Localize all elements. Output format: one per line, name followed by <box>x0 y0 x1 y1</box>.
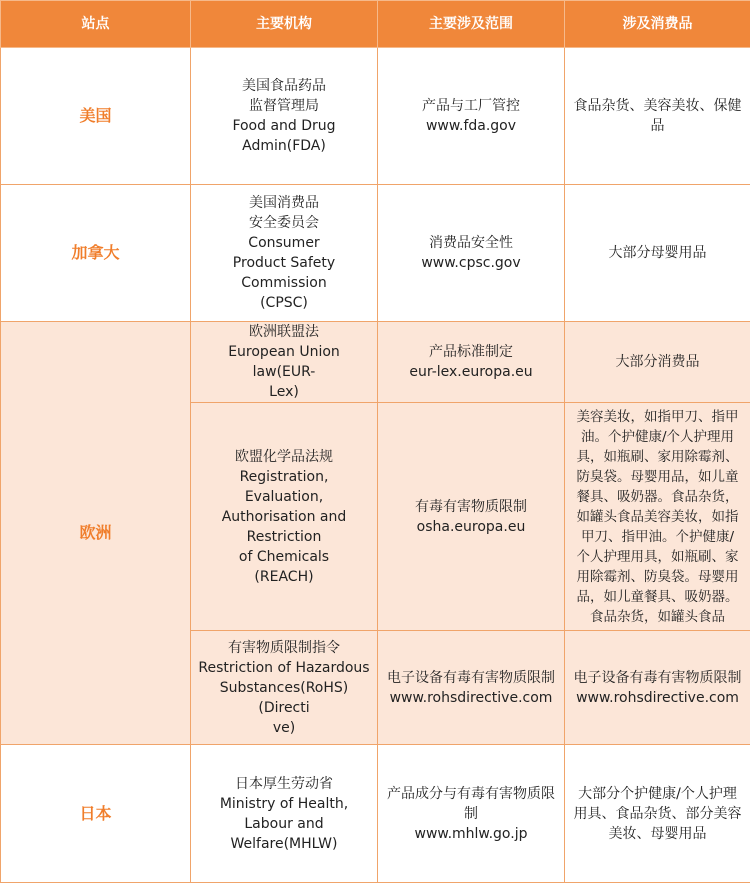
products-line: 食品杂货、美容美妆、保健 <box>573 98 742 114</box>
scope-line: 产品与工厂管控 <box>422 98 520 114</box>
products-line: 大部分母婴用品 <box>608 245 707 261</box>
header-agency: 主要机构 <box>191 1 378 48</box>
products-line: 防臭袋。母婴用品，如儿童 <box>576 468 739 485</box>
products-line: 用除霉剂、防臭袋。母婴用 <box>576 568 739 585</box>
agency-line: ve) <box>272 719 296 736</box>
site-europe: 欧洲 <box>1 322 191 745</box>
agency-line: European Union law(EUR- <box>228 344 340 380</box>
agency-line: Labour and <box>244 815 324 832</box>
products-line: 食品杂货，如罐头食品 <box>590 608 725 625</box>
agency-japan <box>191 745 378 883</box>
products-line: 具，如瓶刷、家用除霉剂、 <box>576 448 739 465</box>
agency-line: Ministry of Health, <box>219 795 349 812</box>
agency-rohs <box>191 631 378 745</box>
header-scope: 主要涉及范围 <box>378 1 565 48</box>
scope-line: 有毒有害物质限制 <box>415 498 527 515</box>
agency-line: 日本厚生劳动省 <box>235 775 333 792</box>
scope-line: www.mhlw.go.jp <box>414 825 528 842</box>
agency-line: Restriction of Hazardous <box>198 659 370 676</box>
products-line: www.rohsdirective.com <box>576 689 739 706</box>
products-line: 用具、食品杂货、部分美容 <box>573 805 742 822</box>
agency-line: of Chemicals <box>238 548 330 565</box>
products-reach <box>565 403 750 631</box>
products-line: 如罐头食品美容美妆，如指 <box>576 508 739 525</box>
agency-line: Restriction <box>246 528 322 545</box>
scope-line: www.rohsdirective.com <box>389 689 553 706</box>
header-row <box>1 1 750 48</box>
products-line: 油。个护健康/个人护理用 <box>580 428 735 445</box>
scope-reach <box>378 403 565 631</box>
products-line: 大部分个护健康/个人护理 <box>578 785 737 802</box>
products-eurlex <box>565 322 750 403</box>
products-line: 电子设备有毒有害物质限制 <box>573 669 742 686</box>
agency-line: 欧盟化学品法规 <box>235 448 333 465</box>
agency-canada <box>191 185 378 322</box>
agency-line: 欧洲联盟法 <box>249 324 319 340</box>
products-line: 品 <box>650 118 665 134</box>
agency-line: Food and Drug <box>232 118 336 134</box>
products-canada <box>565 185 750 322</box>
scope-line: 制 <box>464 805 478 822</box>
header-site: 站点 <box>1 1 191 48</box>
scope-line: 产品标准制定 <box>429 344 513 360</box>
scope-usa <box>378 48 565 185</box>
site-japan: 日本 <box>1 745 191 883</box>
agency-line: Commission <box>241 275 327 291</box>
products-line: 餐具、吸奶器。食品杂货， <box>576 488 739 505</box>
agency-line: Welfare(MHLW) <box>230 835 338 852</box>
site-usa: 美国 <box>1 48 191 185</box>
agency-line: 监督管理局 <box>249 98 319 114</box>
scope-line: osha.europa.eu <box>416 518 526 535</box>
row-canada <box>1 185 750 322</box>
agency-line: 安全委员会 <box>249 215 319 231</box>
agency-line: (REACH) <box>254 568 314 585</box>
agency-reach <box>191 403 378 631</box>
scope-line: www.cpsc.gov <box>421 255 521 271</box>
products-line: 美妆、母婴用品 <box>608 825 707 842</box>
scope-rohs <box>378 631 565 745</box>
site-canada: 加拿大 <box>1 185 191 322</box>
agency-line: Product Safety <box>232 255 336 271</box>
scope-japan <box>378 745 565 883</box>
scope-line: 产品成分与有毒有害物质限 <box>387 785 555 802</box>
scope-line: 消费品安全性 <box>429 235 513 251</box>
row-usa <box>1 48 750 185</box>
agency-line: Authorisation and <box>221 508 347 525</box>
products-rohs <box>565 631 750 745</box>
products-line: 甲刀、指甲油。个护健康/ <box>580 528 735 545</box>
row-europe-eurlex <box>1 322 750 403</box>
agency-line: 有害物质限制指令 <box>228 639 340 656</box>
agency-eurlex <box>191 322 378 403</box>
agency-line: Registration, <box>239 468 329 485</box>
products-line: 美容美妆，如指甲刀、指甲 <box>576 408 739 425</box>
agency-line: 美国消费品 <box>249 195 319 211</box>
scope-line: 电子设备有毒有害物质限制 <box>387 669 555 686</box>
scope-canada <box>378 185 565 322</box>
agency-line: Admin(FDA) <box>242 138 326 154</box>
agency-line: Substances(RoHS)(Directi <box>219 679 349 716</box>
agency-line: Consumer <box>248 235 320 251</box>
scope-eurlex <box>378 322 565 403</box>
row-japan <box>1 745 750 883</box>
header-products: 涉及消费品 <box>565 1 750 48</box>
agency-line: Lex) <box>269 384 299 400</box>
agency-line: (CPSC) <box>260 295 308 311</box>
scope-line: www.fda.gov <box>425 118 517 134</box>
agency-usa <box>191 48 378 185</box>
products-japan <box>565 745 750 883</box>
agency-line: Evaluation, <box>244 488 324 505</box>
scope-line: eur-lex.europa.eu <box>409 364 533 380</box>
products-line: 品，如儿童餐具、吸奶器。 <box>576 588 739 605</box>
agency-line: 美国食品药品 <box>242 78 326 94</box>
products-usa <box>565 48 750 185</box>
products-line: 个人护理用具，如瓶刷、家 <box>576 548 739 565</box>
products-line: 大部分消费品 <box>615 354 700 370</box>
